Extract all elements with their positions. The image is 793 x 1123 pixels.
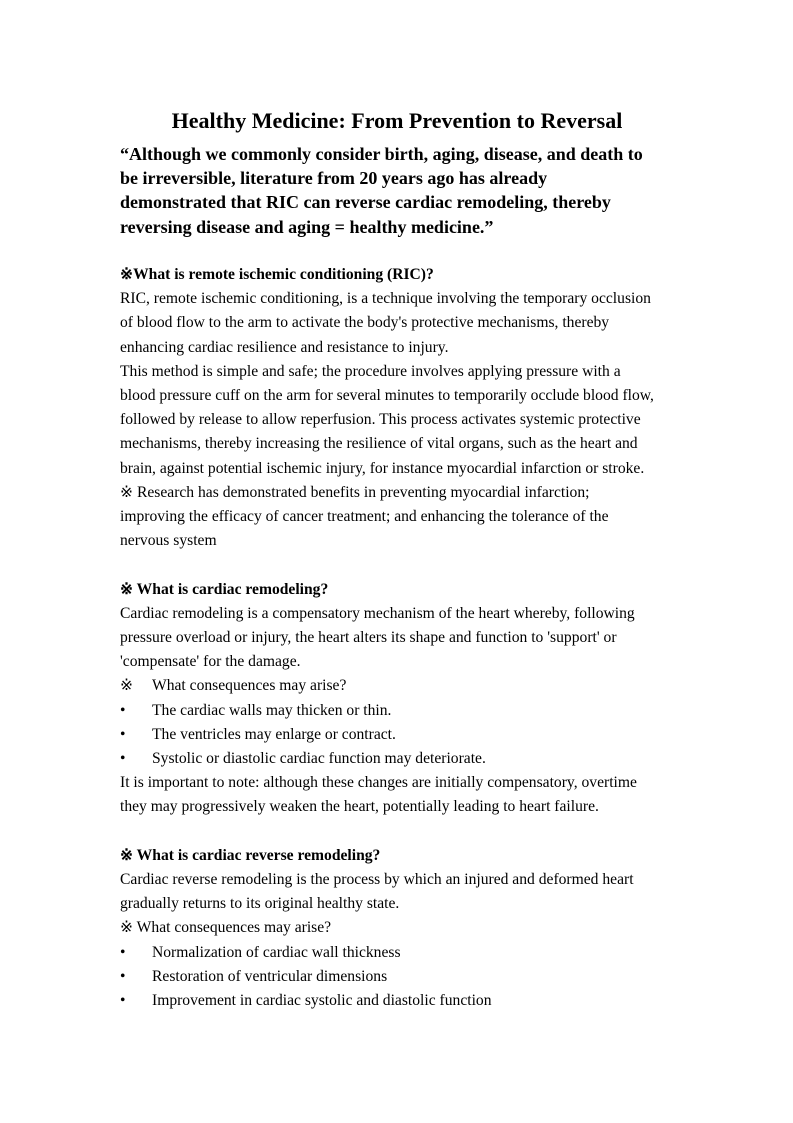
text-line: It is important to note: although these changes are initially compensatory, overtime [120, 774, 637, 792]
spacer [120, 820, 674, 844]
list-item [120, 941, 674, 965]
list-item [120, 747, 674, 771]
list-item-text: Normalization of cardiac wall thickness [152, 943, 401, 961]
list-item-text: Restoration of ventricular dimensions [152, 967, 388, 985]
question-text: What consequences may arise? [152, 677, 347, 695]
opening-quote [120, 142, 674, 239]
reference-mark: ※ [120, 677, 134, 695]
text-line: This method is simple and safe; the procedure involves applying pressure with a [120, 362, 621, 380]
list-item [120, 723, 674, 747]
quote-line: demonstrated that RIC can reverse cardiac remodeling, thereby [120, 192, 611, 213]
text-line: RIC, remote ischemic conditioning, is a technique involving the temporary occlusion [120, 290, 651, 308]
spacer [120, 553, 674, 577]
text-line: pressure overload or injury, the heart alters its shape and function to 'support' or [120, 629, 617, 647]
text-line: mechanisms, thereby increasing the resilience of vital organs, such as the heart and [120, 435, 638, 453]
spacer [120, 239, 674, 263]
list-item-text: The cardiac walls may thicken or thin. [152, 701, 392, 719]
text-line: Cardiac reverse remodeling is the process by which an injured and deformed heart [120, 871, 634, 889]
paragraph [120, 602, 674, 675]
bullet-marker: • [120, 701, 126, 719]
document-content [120, 100, 674, 1013]
section-heading: ※ What is cardiac remodeling? [120, 580, 329, 598]
quote-line: “Although we commonly consider birth, aging, disease, and death to [120, 144, 643, 164]
text-line: enhancing cardiac resilience and resistance to injury. [120, 338, 449, 356]
section-ric [120, 263, 674, 553]
text-line: improving the efficacy of cancer treatment; and enhancing the tolerance of the [120, 508, 609, 526]
section-heading: ※ What is cardiac reverse remodeling? [120, 846, 381, 864]
bullet-marker: • [120, 943, 126, 961]
section-heading: ※What is remote ischemic conditioning (RIC)? [120, 266, 434, 283]
quote-line: be irreversible, literature from 20 years ago has already [120, 168, 548, 189]
text-line: gradually returns to its original healthy state. [120, 895, 400, 913]
text-line: ※ Research has demonstrated benefits in preventing myocardial infarction; [120, 483, 590, 501]
text-line: 'compensate' for the damage. [120, 653, 301, 671]
question-line: ※ What consequences may arise? [120, 919, 332, 937]
quote-line: reversing disease and aging = healthy medicine.” [120, 216, 494, 237]
paragraph [120, 360, 674, 481]
text-line: Cardiac remodeling is a compensatory mechanism of the heart whereby, following [120, 604, 635, 622]
text-line: blood pressure cuff on the arm for several minutes to temporarily occlude blood flow, [120, 387, 654, 405]
bullet-marker: • [120, 750, 126, 768]
paragraph [120, 771, 674, 819]
bullet-list [120, 699, 674, 772]
paragraph [120, 868, 674, 916]
section-cardiac-remodeling [120, 578, 674, 820]
document-title: Healthy Medicine: From Prevention to Reversal [171, 108, 623, 133]
text-line: followed by release to allow reperfusion. This process activates systemic protective [120, 411, 641, 429]
text-line: they may progressively weaken the heart, potentially leading to heart failure. [120, 798, 599, 816]
list-item-text: The ventricles may enlarge or contract. [152, 725, 396, 743]
text-line: of blood flow to the arm to activate the body's protective mechanisms, thereby [120, 314, 610, 332]
paragraph [120, 481, 674, 554]
bullet-list [120, 941, 674, 1014]
bullet-marker: • [120, 992, 126, 1010]
bullet-marker: • [120, 967, 126, 985]
list-item [120, 989, 674, 1013]
question-line [120, 674, 674, 698]
list-item-text: Systolic or diastolic cardiac function may deteriorate. [152, 750, 486, 768]
list-item [120, 965, 674, 989]
document-body [120, 142, 674, 1013]
paragraph [120, 287, 674, 360]
text-line: brain, against potential ischemic injury, for instance myocardial infarction or stroke. [120, 459, 645, 477]
list-item [120, 699, 674, 723]
section-reverse-remodeling [120, 844, 674, 1013]
text-line: nervous system [120, 532, 217, 550]
bullet-marker: • [120, 725, 126, 743]
list-item-text: Improvement in cardiac systolic and diastolic function [152, 992, 492, 1010]
